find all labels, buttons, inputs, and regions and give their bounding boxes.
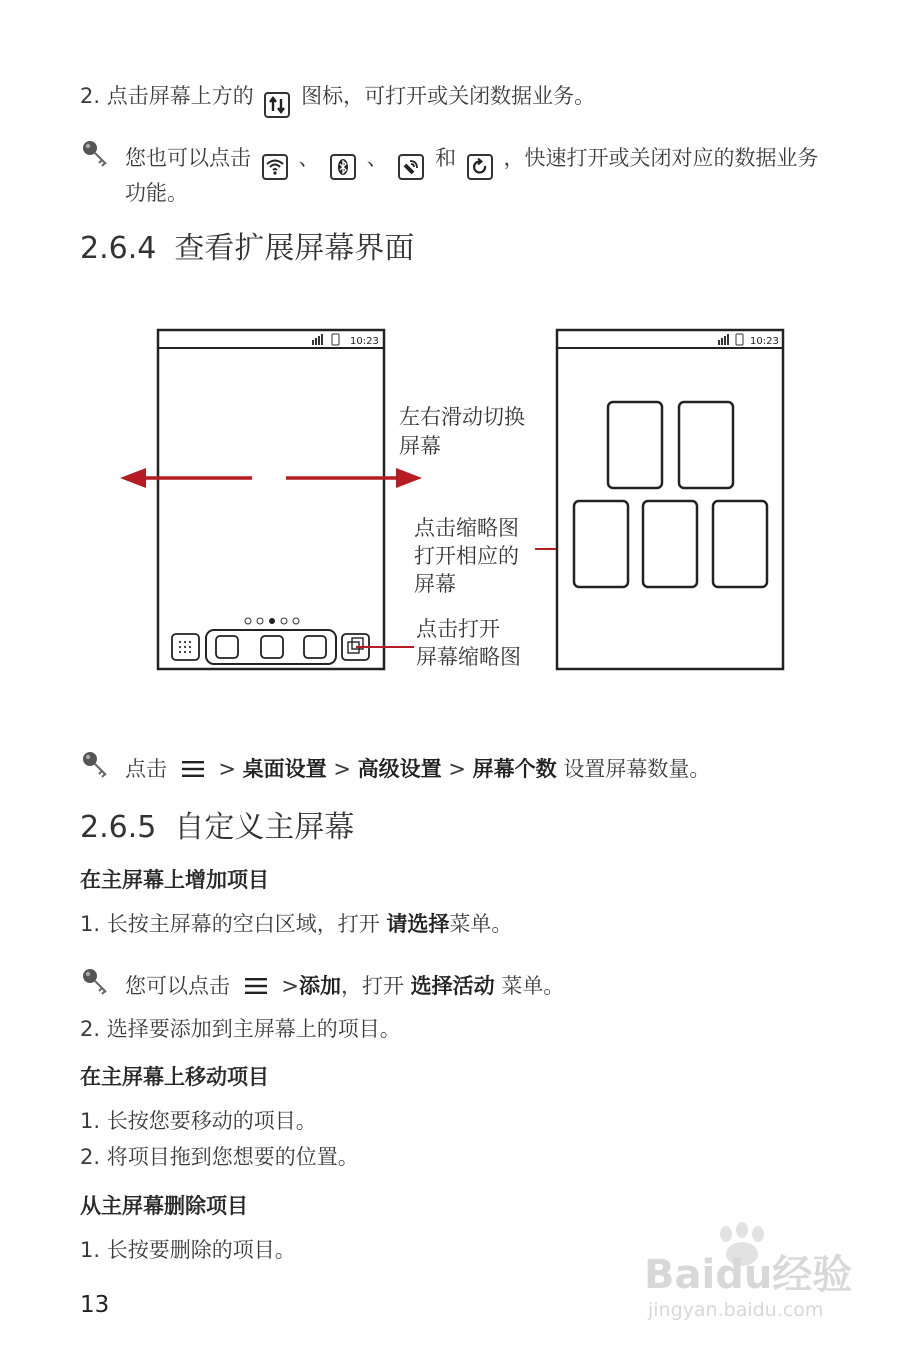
status-time-right: 10:23 xyxy=(750,336,779,347)
tip-screen-count: 点击 > 桌面设置 > 高级设置 > 屏幕个数 设置屏幕数量。 xyxy=(125,757,711,781)
add-step-1: 1. 长按主屏幕的空白区域，打开 请选择菜单。 xyxy=(80,912,513,936)
section-heading-2-6-5: 2.6.5 自定义主屏幕 xyxy=(80,810,355,845)
wifi-icon xyxy=(262,154,288,180)
subheading-add-item: 在主屏幕上增加项目 xyxy=(80,868,269,892)
tip-quick-toggle: 您也可以点击 、 、 和 ，快速打开或关闭对应的数据业务 xyxy=(125,144,819,180)
menu-icon xyxy=(243,975,269,997)
annotation-thumb-line2: 打开相应的 xyxy=(414,544,519,568)
menu-icon xyxy=(180,758,206,780)
phone-home-screen xyxy=(158,330,384,669)
annotation-thumb-line3: 屏幕 xyxy=(414,572,456,596)
step-2-data-service: 2. 点击屏幕上方的 图标，可打开或关闭数据业务。 xyxy=(80,82,595,118)
tip-key-icon xyxy=(80,138,112,170)
page-number: 13 xyxy=(80,1292,110,1318)
move-step-2: 2. 将项目拖到您想要的位置。 xyxy=(80,1145,359,1169)
section-heading-2-6-4: 2.6.4 查看扩展屏幕界面 xyxy=(80,231,415,266)
subheading-move-item: 在主屏幕上移动项目 xyxy=(80,1065,269,1089)
watermark-brand: Baidu经验 xyxy=(644,1252,853,1298)
add-step-2: 2. 选择要添加到主屏幕上的项目。 xyxy=(80,1017,401,1041)
sync-icon xyxy=(467,154,493,180)
tip-key-icon xyxy=(80,749,112,781)
tip-quick-toggle-line2: 功能。 xyxy=(125,181,188,205)
delete-step-1: 1. 长按要删除的项目。 xyxy=(80,1238,296,1262)
watermark-url: jingyan.baidu.com xyxy=(648,1299,824,1321)
status-time-left: 10:23 xyxy=(350,336,379,347)
annotation-open-line1: 点击打开 xyxy=(416,617,500,641)
tip-add-menu: 您可以点击 >添加，打开 选择活动 菜单。 xyxy=(125,974,565,998)
move-step-1: 1. 长按您要移动的项目。 xyxy=(80,1109,317,1133)
subheading-delete-item: 从主屏幕删除项目 xyxy=(80,1194,248,1218)
gps-icon xyxy=(398,154,424,180)
data-transfer-icon xyxy=(264,92,290,118)
phone-thumbnail-screen xyxy=(557,330,783,669)
apps-grid-dots xyxy=(179,641,191,653)
tip-key-icon xyxy=(80,966,112,998)
annotation-thumb-line1: 点击缩略图 xyxy=(414,516,519,540)
annotation-swipe-line1: 左右滑动切换 xyxy=(399,405,525,429)
bluetooth-icon xyxy=(330,154,356,180)
annotation-open-line2: 屏幕缩略图 xyxy=(416,645,521,669)
annotation-swipe-line2: 屏幕 xyxy=(399,434,441,458)
